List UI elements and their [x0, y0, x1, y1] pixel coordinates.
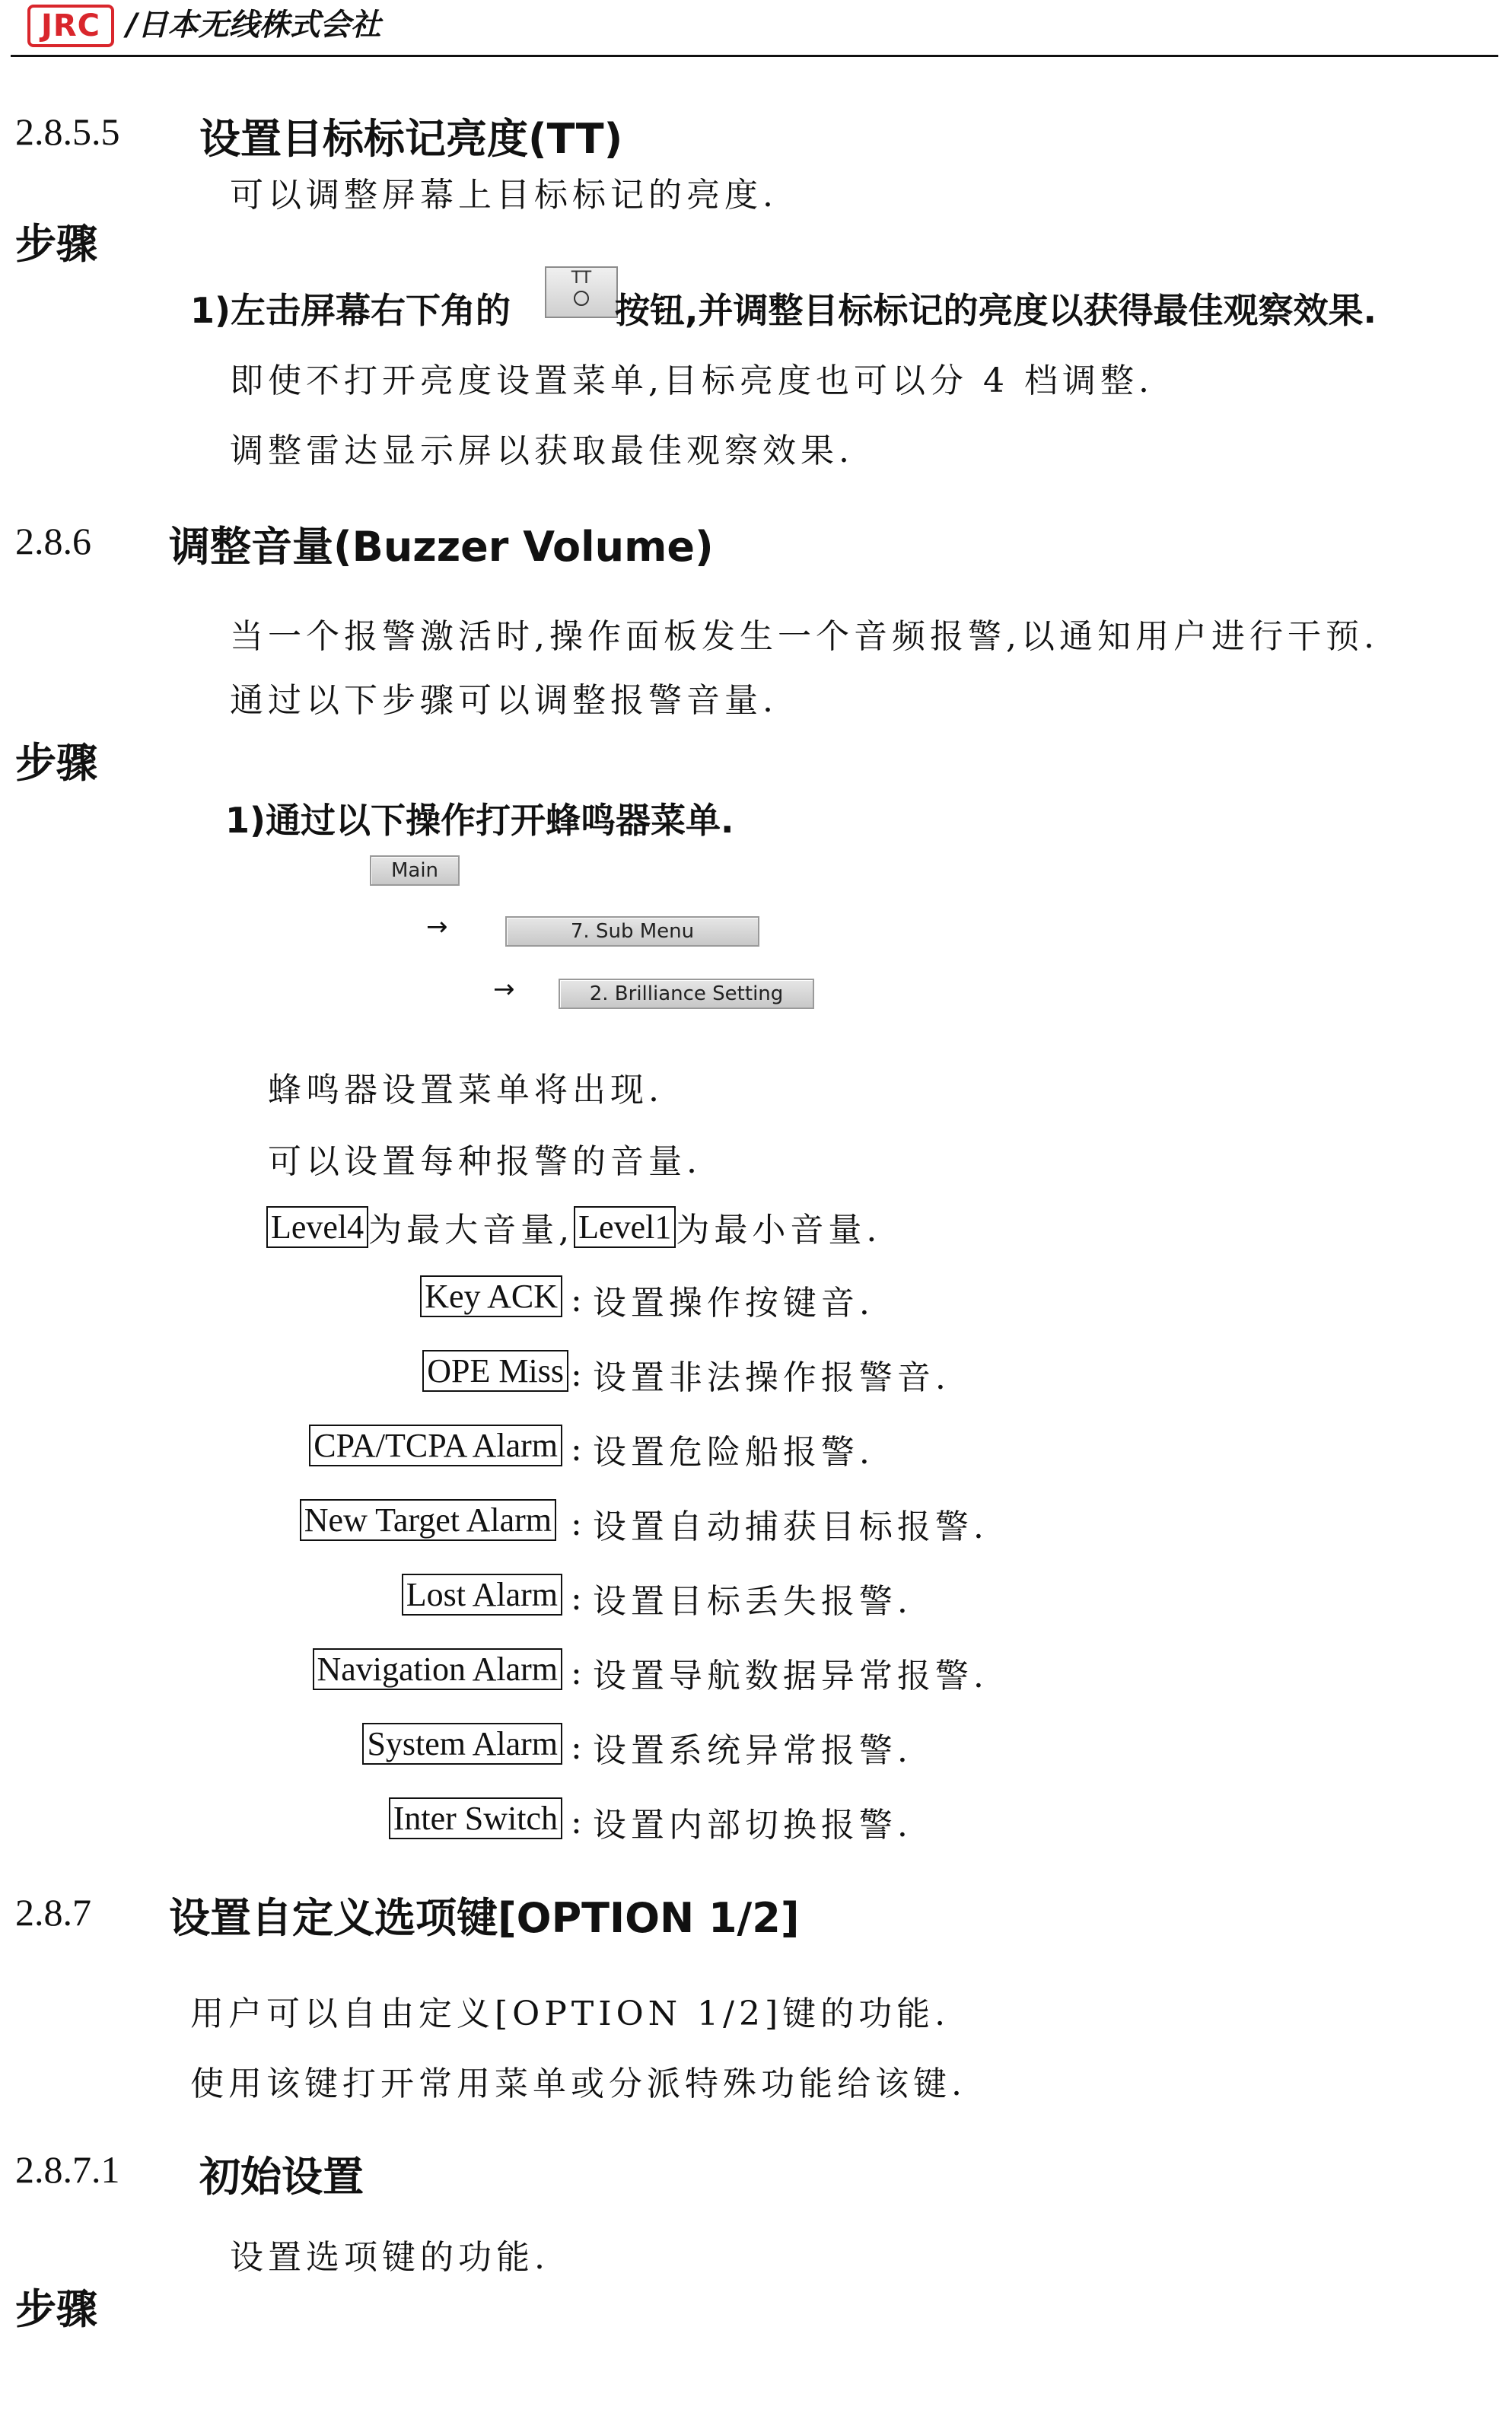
arrow-icon: →	[493, 974, 515, 1004]
section-intro-2855: 可以调整屏幕上目标标记的亮度.	[230, 176, 778, 215]
steps-label-2855: 步骤	[15, 220, 97, 268]
level1-text: 为最小音量.	[676, 1211, 882, 1250]
alarm-item-navigation	[313, 1648, 563, 1690]
header-rule	[11, 55, 1498, 57]
alarm-item-cpa-tcpa	[309, 1425, 562, 1466]
alarm-desc: 设置自动捕获目标报警.	[592, 1507, 988, 1546]
alarm-term: System Alarm	[362, 1723, 562, 1765]
jrc-logo: JRC	[27, 5, 114, 47]
alarm-term: New Target Alarm	[300, 1499, 556, 1541]
alarm-desc-row: : 设置内部切换报警.	[565, 1797, 912, 1846]
steps-label-2871: 步骤	[15, 2285, 97, 2333]
section-number-2871: 2.8.7.1	[15, 2148, 120, 2191]
alarm-desc: 设置内部切换报警.	[592, 1806, 912, 1845]
menu-brilliance-setting-button[interactable]: 2. Brilliance Setting	[559, 979, 814, 1009]
alarm-term: OPE Miss	[422, 1350, 568, 1392]
alarm-term: Lost Alarm	[402, 1574, 562, 1616]
alarm-desc: 设置危险船报警.	[592, 1433, 874, 1472]
level-description	[266, 1202, 881, 1251]
section-number-286: 2.8.6	[15, 520, 91, 562]
alarm-desc: 设置导航数据异常报警.	[592, 1657, 988, 1695]
alarm-item-inter-switch	[389, 1797, 562, 1839]
step1-text-286: 1)通过以下操作打开蜂鸣器菜单.	[225, 800, 734, 841]
level1-label: Level1	[574, 1206, 676, 1248]
section-intro-2871: 设置选项键的功能.	[230, 2238, 549, 2277]
alarm-desc-row: : 设置非法操作报警音.	[565, 1350, 950, 1399]
tt-brightness-button[interactable]	[545, 266, 618, 318]
section-title-2871: 初始设置	[199, 2153, 364, 2201]
alarm-desc: 设置系统异常报警.	[592, 1731, 912, 1770]
section-intro2-287: 使用该键打开常用菜单或分派特殊功能给该键.	[190, 2065, 966, 2103]
menu-main-button[interactable]: Main	[370, 855, 460, 886]
alarm-desc-row: : 设置危险船报警.	[565, 1425, 874, 1473]
alarm-desc: 设置操作按键音.	[592, 1284, 874, 1323]
alarm-desc-row: : 设置目标丢失报警.	[565, 1574, 912, 1622]
section-intro1-286: 当一个报警激活时,操作面板发生一个音频报警,以通知用户进行干预.	[230, 617, 1379, 656]
section-number-287: 2.8.7	[15, 1891, 91, 1934]
alarm-term: Inter Switch	[389, 1797, 562, 1839]
step-note-line2: 即使不打开亮度设置菜单,目标亮度也可以分 4 档调整.	[230, 361, 1154, 400]
alarm-desc-row: : 设置系统异常报警.	[565, 1723, 912, 1772]
section-intro2-286: 通过以下步骤可以调整报警音量.	[230, 681, 778, 720]
page-header	[0, 0, 1512, 61]
set-volume-text: 可以设置每种报警的音量.	[268, 1142, 702, 1181]
section-title-287: 设置自定义选项键[OPTION 1/2]	[169, 1894, 800, 1942]
alarm-item-system	[362, 1723, 562, 1765]
company-name: /日本无线株式会社	[126, 8, 381, 43]
menu-sub-menu-button[interactable]: 7. Sub Menu	[505, 916, 759, 947]
section-intro1-287: 用户可以自由定义[OPTION 1/2]键的功能.	[190, 1995, 950, 2033]
alarm-item-lost	[402, 1574, 562, 1616]
alarm-desc-row: : 设置自动捕获目标报警.	[565, 1499, 988, 1548]
alarm-desc-row: : 设置导航数据异常报警.	[565, 1648, 988, 1697]
circle-icon	[574, 291, 589, 306]
alarm-desc-row: : 设置操作按键音.	[565, 1275, 874, 1324]
arrow-icon: →	[426, 912, 448, 942]
section-title-2855: 设置目标标记亮度(TT)	[199, 115, 623, 163]
alarm-item-key-ack	[420, 1275, 562, 1317]
level4-text: 为最大音量,	[368, 1211, 575, 1250]
tt-button-label: TT	[571, 269, 592, 288]
buzzer-menu-appears-text: 蜂鸣器设置菜单将出现.	[268, 1071, 664, 1109]
alarm-term: Key ACK	[420, 1275, 562, 1317]
alarm-item-new-target	[300, 1499, 556, 1541]
step-note-line3: 调整雷达显示屏以获取最佳观察效果.	[230, 431, 854, 470]
alarm-term: CPA/TCPA Alarm	[309, 1425, 562, 1466]
level4-label: Level4	[266, 1206, 368, 1248]
step1-text-post: 按钮,并调整目标标记的亮度以获得最佳观察效果.	[615, 290, 1377, 331]
steps-label-286: 步骤	[15, 739, 97, 787]
section-title-286: 调整音量(Buzzer Volume)	[169, 523, 714, 571]
alarm-desc: 设置非法操作报警音.	[592, 1358, 950, 1397]
alarm-term: Navigation Alarm	[313, 1648, 563, 1690]
alarm-desc: 设置目标丢失报警.	[592, 1582, 912, 1621]
section-number-2855: 2.8.5.5	[15, 110, 120, 153]
step1-text-pre: 1)左击屏幕右下角的	[190, 290, 511, 331]
alarm-item-ope-miss	[422, 1350, 568, 1392]
